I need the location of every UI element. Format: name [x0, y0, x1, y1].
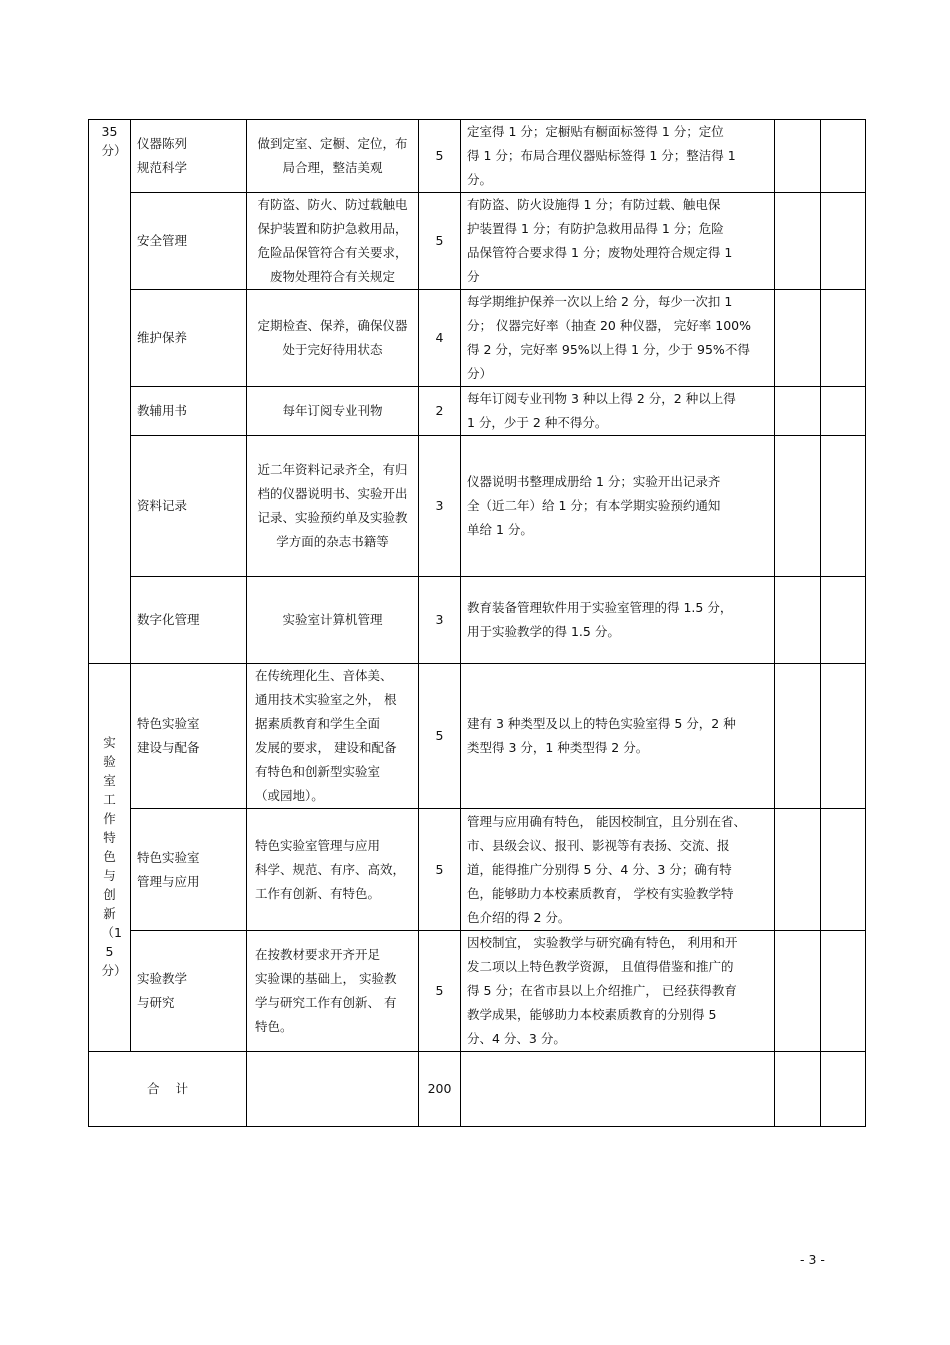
score-cell	[775, 290, 821, 387]
item-name: 安全管理	[131, 193, 247, 290]
score-cell	[775, 809, 821, 931]
category-cell	[89, 664, 131, 1052]
item-points: 3	[419, 577, 461, 664]
evaluation-table	[88, 119, 866, 1127]
score-cell	[775, 664, 821, 809]
remark-cell	[821, 120, 866, 193]
item-criteria: 教育装备管理软件用于实验室管理的得 1.5 分， 用于实验教学的得 1.5 分。	[461, 577, 775, 664]
table-row	[89, 290, 866, 387]
item-criteria: 因校制宜， 实验教学与研究确有特色， 利用和开 发二项以上特色教学资源， 且值得借鉴和推广的 得 5 分；在省市县以上介绍推广， 已经获得教育 教学成果，能够助力本校素质教育的分别得 5 分、4 分、3 分。	[461, 931, 775, 1052]
item-points: 5	[419, 809, 461, 931]
category-label: 实验室工作特色与创新（15分）	[101, 734, 127, 978]
item-points: 4	[419, 290, 461, 387]
item-criteria: 建有 3 种类型及以上的特色实验室得 5 分，2 种 类型得 3 分，1 种类型得 2 分。	[461, 664, 775, 809]
item-points: 2	[419, 387, 461, 436]
item-requirement: 做到定室、定橱、定位，布 局合理，整洁美观	[247, 120, 419, 193]
item-name: 维护保养	[131, 290, 247, 387]
remark-cell	[821, 193, 866, 290]
total-requirement-cell	[247, 1052, 419, 1127]
item-name: 特色实验室 管理与应用	[131, 809, 247, 931]
table-row	[89, 193, 866, 290]
table-row	[89, 809, 866, 931]
table-row	[89, 120, 866, 193]
item-name: 资料记录	[131, 436, 247, 577]
score-cell	[775, 387, 821, 436]
item-name: 实验教学 与研究	[131, 931, 247, 1052]
item-points: 5	[419, 931, 461, 1052]
total-criteria-cell	[461, 1052, 775, 1127]
item-requirement: 有防盗、防火、防过载触电 保护装置和防护急救用品， 危险品保管符合有关要求， 废物处理符合有关规定	[247, 193, 419, 290]
remark-cell	[821, 809, 866, 931]
item-requirement: 近二年资料记录齐全，有归 档的仪器说明书、实验开出 记录、实验预约单及实验教 学方面的杂志书籍等	[247, 436, 419, 577]
item-requirement: 实验室计算机管理	[247, 577, 419, 664]
item-criteria: 每年订阅专业刊物 3 种以上得 2 分，2 种以上得 1 分，少于 2 种不得分。	[461, 387, 775, 436]
item-name: 仪器陈列 规范科学	[131, 120, 247, 193]
score-cell	[775, 436, 821, 577]
remark-cell	[821, 931, 866, 1052]
remark-cell	[821, 387, 866, 436]
item-requirement: 每年订阅专业刊物	[247, 387, 419, 436]
category-cell	[89, 120, 131, 664]
item-points: 5	[419, 193, 461, 290]
total-points: 200	[419, 1052, 461, 1127]
item-name: 数字化管理	[131, 577, 247, 664]
item-criteria: 有防盗、防火设施得 1 分；有防过载、触电保 护装置得 1 分；有防护急救用品得 1 分；危险 品保管符合要求得 1 分；废物处理符合规定得 1 分	[461, 193, 775, 290]
item-requirement: 特色实验室管理与应用 科学、规范、有序、高效， 工作有创新、有特色。	[247, 809, 419, 931]
score-cell	[775, 1052, 821, 1127]
item-criteria: 定室得 1 分；定橱贴有橱面标签得 1 分；定位 得 1 分；布局合理仪器贴标签得 1 分；整洁得 1 分。	[461, 120, 775, 193]
remark-cell	[821, 290, 866, 387]
score-cell	[775, 193, 821, 290]
total-label: 合 计	[89, 1052, 247, 1127]
remark-cell	[821, 577, 866, 664]
category-label: 35分）	[101, 124, 127, 158]
item-points: 5	[419, 664, 461, 809]
score-cell	[775, 577, 821, 664]
item-criteria: 管理与应用确有特色， 能因校制宜，且分别在省、 市、县级会议、报刊、影视等有表扬、交流、报 道，能得推广分别得 5 分、4 分、3 分；确有特 色，能够助力本校素质教育， 学校有实验教学特 色介绍的得 2 分。	[461, 809, 775, 931]
item-name: 教辅用书	[131, 387, 247, 436]
item-points: 3	[419, 436, 461, 577]
item-points: 5	[419, 120, 461, 193]
table-row	[89, 931, 866, 1052]
item-requirement: 在按教材要求开齐开足 实验课的基础上， 实验教 学与研究工作有创新、 有 特色。	[247, 931, 419, 1052]
item-name: 特色实验室 建设与配备	[131, 664, 247, 809]
total-row	[89, 1052, 866, 1127]
table-row	[89, 577, 866, 664]
score-cell	[775, 120, 821, 193]
score-cell	[775, 931, 821, 1052]
page-number: - 3 -	[800, 1252, 825, 1267]
item-criteria: 每学期维护保养一次以上给 2 分，每少一次扣 1 分； 仪器完好率（抽查 20 种仪器， 完好率 100% 得 2 分，完好率 95%以上得 1 分，少于 95%不得 分）	[461, 290, 775, 387]
item-requirement: 定期检查、保养，确保仪器 处于完好待用状态	[247, 290, 419, 387]
item-requirement: 在传统理化生、音体美、 通用技术实验室之外， 根 据素质教育和学生全面 发展的要求， 建设和配备 有特色和创新型实验室 （或园地）。	[247, 664, 419, 809]
table-row	[89, 664, 866, 809]
remark-cell	[821, 1052, 866, 1127]
remark-cell	[821, 436, 866, 577]
table-row	[89, 387, 866, 436]
remark-cell	[821, 664, 866, 809]
table-row	[89, 436, 866, 577]
item-criteria: 仪器说明书整理成册给 1 分；实验开出记录齐 全（近二年）给 1 分；有本学期实验预约通知 单给 1 分。	[461, 436, 775, 577]
